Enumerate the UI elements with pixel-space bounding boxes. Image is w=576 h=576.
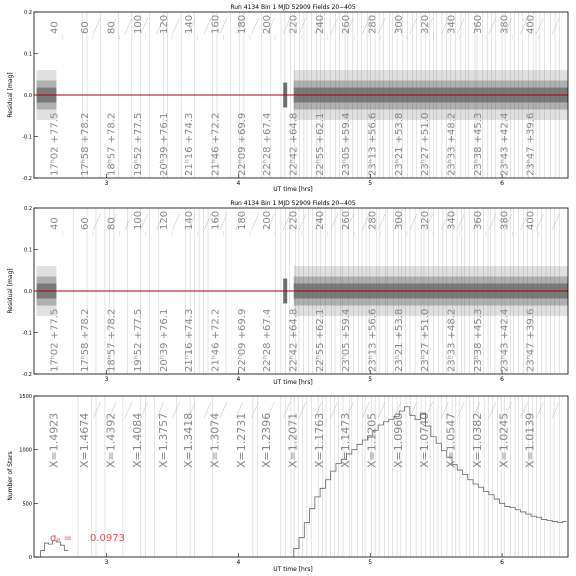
field-time-label: 17ʰ02 +77.5 <box>49 308 61 372</box>
x-tick-label: 5 <box>368 376 373 383</box>
field-number-label: 360 <box>472 210 484 230</box>
scan-hash-mark <box>125 18 132 34</box>
scan-hash-mark <box>125 214 132 230</box>
panel-title: Run 4134 Bin 1 MJD 52909 Fields 20−405 <box>230 200 356 207</box>
field-colon-mark: : <box>222 34 225 41</box>
field-number-label: 320 <box>420 210 432 230</box>
field-number-label: 380 <box>499 14 511 34</box>
field-number-label: 180 <box>236 210 248 230</box>
field-time-label: 17ʰ58 +78.2 <box>80 308 92 372</box>
x-tick-label: 5 <box>368 559 373 566</box>
airmass-label: X=1.3418 <box>182 412 196 468</box>
scan-hash-mark <box>489 18 496 34</box>
x-tick-label: 5 <box>368 180 373 187</box>
x-axis-label: UT time [hrs] <box>273 379 313 386</box>
scan-hash-mark <box>93 402 100 418</box>
y-axis-label: Number of Stars <box>7 451 14 501</box>
field-time-label: 23ʰ47 +39.6 <box>525 308 537 372</box>
scan-hash-mark <box>331 18 338 34</box>
field-colon-mark: : <box>458 34 461 41</box>
field-time-label: 23ʰ13 +56.6 <box>367 112 379 176</box>
y-tick-label: 0.0 <box>24 93 32 99</box>
field-number-label: 120 <box>159 14 171 34</box>
scan-hash-mark <box>252 18 259 34</box>
field-number-label: 180 <box>236 14 248 34</box>
field-colon-mark: : <box>484 230 488 237</box>
field-colon-mark: : <box>326 34 329 41</box>
field-number-label: 80 <box>106 21 118 34</box>
star-count-panel <box>7 394 568 573</box>
airmass-label: X=1.4392 <box>104 412 118 468</box>
field-number-label: 120 <box>159 210 171 230</box>
field-colon-mark: : <box>274 230 277 237</box>
field-colon-mark: : <box>432 34 435 41</box>
y-tick-label: 0.2 <box>24 10 32 16</box>
scan-hash-mark <box>457 214 464 230</box>
x-tick-label: 4 <box>236 559 241 566</box>
airmass-label: X=1.3757 <box>157 412 171 468</box>
field-colon-mark: : <box>379 34 382 41</box>
x-tick-label: 4 <box>236 376 241 383</box>
field-colon-mark: : <box>405 34 408 41</box>
airmass-label: X=1.0382 <box>470 412 484 468</box>
airmass-label: X=1.1473 <box>339 412 353 468</box>
field-time-label: 23ʰ43 +42.4 <box>499 112 511 176</box>
field-time-label: 21ʰ46 +72.2 <box>210 112 222 176</box>
field-time-label: 23ʰ21 +53.8 <box>393 308 405 372</box>
scan-hash-mark <box>172 18 179 34</box>
field-number-label: 60 <box>80 21 92 34</box>
field-time-label: 17ʰ02 +77.5 <box>49 112 61 176</box>
field-time-label: 22ʰ55 +62.1 <box>314 308 326 372</box>
y-tick-label: 0 <box>28 555 32 561</box>
field-number-label: 60 <box>80 217 92 230</box>
airmass-label: X=1.1763 <box>312 412 326 468</box>
field-time-label: 22ʰ09 +69.9 <box>236 308 248 372</box>
field-time-label: 23ʰ27 +51.0 <box>420 308 432 372</box>
field-colon-mark: : <box>300 230 303 237</box>
field-colon-mark: : <box>537 34 540 41</box>
scan-hash-mark <box>457 402 464 418</box>
panel-title: Run 4134 Bin 1 MJD 52909 Fields 20−405 <box>230 4 356 11</box>
airmass-label: X=1.4674 <box>78 412 92 468</box>
y-axis-label: Residual [mag] <box>7 72 14 118</box>
field-time-label: 17ʰ58 +78.2 <box>80 112 92 176</box>
field-colon-mark: : <box>61 34 64 41</box>
field-colon-mark: : <box>511 230 514 237</box>
airmass-label: X=1.0245 <box>497 412 511 468</box>
field-colon-mark: : <box>61 230 64 237</box>
field-time-label: 21ʰ16 +74.3 <box>184 308 196 372</box>
field-colon-mark: : <box>300 34 303 41</box>
field-time-label: 22ʰ09 +69.9 <box>236 112 248 176</box>
field-time-label: 18ʰ57 +78.2 <box>106 308 118 372</box>
y-tick-label: 1500 <box>19 394 32 400</box>
airmass-label: X=1.3074 <box>208 412 222 468</box>
residual-panel-middle <box>7 200 568 386</box>
field-time-label: 23ʰ38 +45.3 <box>472 112 484 176</box>
field-time-label: 22ʰ28 +67.4 <box>262 112 274 176</box>
scan-hash-mark <box>552 214 559 230</box>
y-tick-label: 0.1 <box>24 51 32 58</box>
airmass-label: X=1.2731 <box>234 412 248 468</box>
field-number-label: 140 <box>184 14 196 34</box>
scan-hash-mark <box>552 18 559 34</box>
y-tick-label: -0.2 <box>22 372 32 378</box>
residual-panel-top <box>7 4 568 193</box>
field-time-label: 19ʰ52 +77.5 <box>132 308 144 372</box>
x-tick-label: 4 <box>236 180 241 187</box>
y-tick-label: 0.1 <box>24 247 32 254</box>
field-colon-mark: : <box>144 230 147 237</box>
x-tick-label: 3 <box>104 559 109 566</box>
x-tick-label: 3 <box>104 376 109 383</box>
field-time-label: 23ʰ13 +56.6 <box>367 308 379 372</box>
field-colon-mark: : <box>484 34 488 41</box>
field-colon-mark: : <box>222 230 225 237</box>
field-number-label: 260 <box>341 14 353 34</box>
field-time-label: 23ʰ33 +48.2 <box>446 308 458 372</box>
scan-hash-mark <box>552 402 559 418</box>
field-time-label: 22ʰ42 +64.8 <box>288 308 300 372</box>
y-tick-label: 0.2 <box>24 206 32 212</box>
field-time-label: 23ʰ05 +59.4 <box>341 308 353 372</box>
field-number-label: 220 <box>288 210 300 230</box>
field-time-label: 23ʰ05 +59.4 <box>341 112 353 176</box>
y-tick-label: -0.1 <box>22 134 32 141</box>
scan-hash-mark <box>172 402 179 418</box>
field-colon-mark: : <box>353 230 356 237</box>
field-colon-mark: : <box>118 34 121 41</box>
field-number-label: 280 <box>367 210 379 230</box>
field-number-label: 100 <box>132 14 144 34</box>
field-number-label: 340 <box>446 14 458 34</box>
field-time-label: 20ʰ39 +76.1 <box>159 112 171 176</box>
field-number-label: 300 <box>393 14 405 34</box>
field-number-label: 260 <box>341 210 353 230</box>
field-time-label: 19ʰ52 +77.5 <box>132 112 144 176</box>
field-colon-mark: : <box>432 230 435 237</box>
y-tick-label: 0.0 <box>24 289 32 295</box>
sigma-annotation-value: 0.0973 <box>90 533 125 544</box>
airmass-label: X=1.0740 <box>418 412 432 468</box>
field-time-label: 23ʰ43 +42.4 <box>499 308 511 372</box>
field-time-label: 22ʰ42 +64.8 <box>288 112 300 176</box>
field-colon-mark: : <box>248 34 251 41</box>
airmass-label: X=1.2396 <box>260 412 274 468</box>
field-colon-mark: : <box>196 34 199 41</box>
field-number-label: 320 <box>420 14 432 34</box>
field-colon-mark: : <box>144 34 147 41</box>
field-colon-mark: : <box>537 230 540 237</box>
field-number-label: 240 <box>314 210 326 230</box>
airmass-label: X=1.4923 <box>47 412 61 468</box>
x-tick-label: 6 <box>500 559 504 566</box>
field-number-label: 400 <box>525 14 537 34</box>
field-number-label: 340 <box>446 210 458 230</box>
field-number-label: 160 <box>210 14 222 34</box>
field-colon-mark: : <box>405 230 408 237</box>
field-time-label: 23ʰ38 +45.3 <box>472 308 484 372</box>
field-number-label: 40 <box>49 21 61 34</box>
field-number-label: 140 <box>184 210 196 230</box>
field-colon-mark: : <box>248 230 251 237</box>
field-number-label: 240 <box>314 14 326 34</box>
field-number-label: 220 <box>288 14 300 34</box>
scan-hash-mark <box>172 214 179 230</box>
field-colon-mark: : <box>511 34 514 41</box>
airmass-label: X=1.0960 <box>391 412 405 468</box>
scan-hash-mark <box>410 214 417 230</box>
field-colon-mark: : <box>326 230 329 237</box>
field-number-label: 280 <box>367 14 379 34</box>
airmass-label: X=1.2071 <box>286 412 300 468</box>
field-time-label: 23ʰ27 +51.0 <box>420 112 432 176</box>
field-colon-mark: : <box>92 34 95 41</box>
field-number-label: 160 <box>210 210 222 230</box>
field-number-label: 200 <box>262 210 274 230</box>
x-axis-label: UT time [hrs] <box>273 566 313 573</box>
field-colon-mark: : <box>274 34 277 41</box>
field-colon-mark: : <box>458 230 461 237</box>
field-number-label: 300 <box>393 210 405 230</box>
x-tick-label: 6 <box>500 180 504 187</box>
scan-hash-mark <box>299 18 306 34</box>
field-number-label: 380 <box>499 210 511 230</box>
field-number-label: 360 <box>472 14 484 34</box>
field-time-label: 23ʰ21 +53.8 <box>393 112 405 176</box>
scan-hash-mark <box>252 214 259 230</box>
field-time-label: 22ʰ28 +67.4 <box>262 308 274 372</box>
sigma-annotation-label: σₒ = <box>50 533 73 544</box>
y-axis-label: Residual [mag] <box>7 268 14 314</box>
field-time-label: 21ʰ16 +74.3 <box>184 112 196 176</box>
field-time-label: 21ʰ46 +72.2 <box>210 308 222 372</box>
field-time-label: 23ʰ47 +39.6 <box>525 112 537 176</box>
y-tick-label: -0.2 <box>22 176 32 182</box>
field-number-label: 400 <box>525 210 537 230</box>
y-tick-label: -0.1 <box>22 330 32 337</box>
field-number-label: 40 <box>49 217 61 230</box>
scan-hash-mark <box>93 214 100 230</box>
scan-hash-mark <box>331 402 338 418</box>
field-time-label: 22ʰ55 +62.1 <box>314 112 326 176</box>
x-axis-label: UT time [hrs] <box>273 186 313 193</box>
field-colon-mark: : <box>196 230 199 237</box>
scan-hash-mark <box>299 214 306 230</box>
airmass-label: X=1.0139 <box>523 412 537 468</box>
field-colon-mark: : <box>118 230 121 237</box>
scan-hash-mark <box>410 18 417 34</box>
field-colon-mark: : <box>171 34 174 41</box>
y-tick-label: 1000 <box>19 447 32 454</box>
field-colon-mark: : <box>353 34 356 41</box>
scan-hash-mark <box>93 18 100 34</box>
field-colon-mark: : <box>379 230 382 237</box>
airmass-label: X=1.1205 <box>365 412 379 468</box>
field-number-label: 80 <box>106 217 118 230</box>
field-time-label: 23ʰ33 +48.2 <box>446 112 458 176</box>
field-number-label: 100 <box>132 210 144 230</box>
airmass-label: X=1.0547 <box>444 412 458 468</box>
scan-hash-mark <box>536 402 543 418</box>
field-time-label: 18ʰ57 +78.2 <box>106 112 118 176</box>
y-tick-label: 500 <box>22 501 32 508</box>
field-time-label: 20ʰ39 +76.1 <box>159 308 171 372</box>
field-colon-mark: : <box>171 230 174 237</box>
x-tick-label: 3 <box>104 180 109 187</box>
x-tick-label: 6 <box>500 376 504 383</box>
airmass-label: X=1.4084 <box>130 412 144 468</box>
field-number-label: 200 <box>262 14 274 34</box>
field-colon-mark: : <box>92 230 95 237</box>
